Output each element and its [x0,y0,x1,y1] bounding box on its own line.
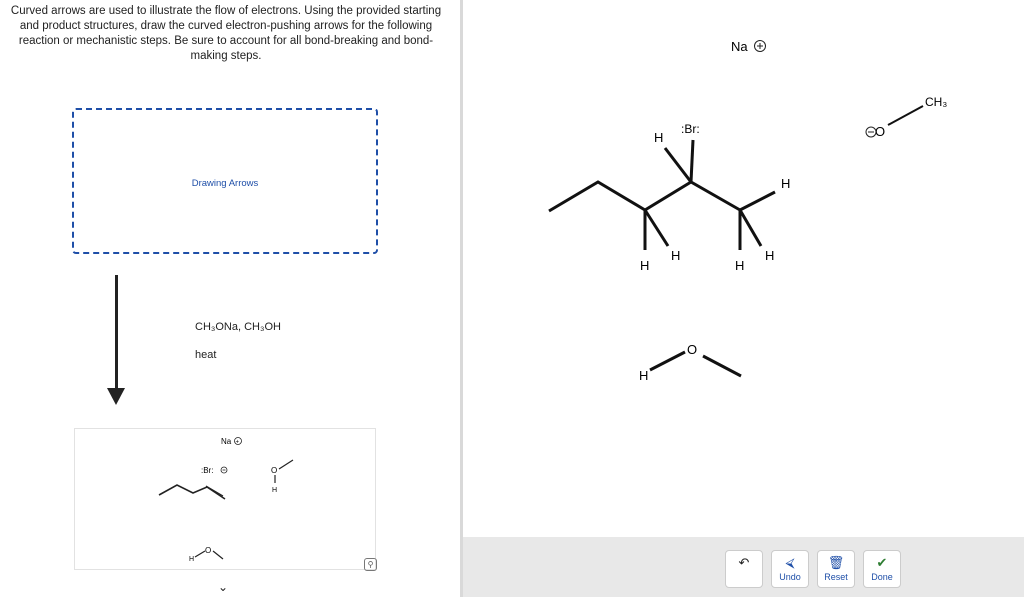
h-label-5: H [735,258,745,273]
preview-oh-h: H [272,487,278,494]
product-preview [74,428,376,570]
zoom-icon[interactable]: ⚲ [364,558,377,571]
preview-na-label: Na [221,437,232,446]
question-panel [0,0,460,597]
check-circle-icon: ✔ [876,555,888,570]
h-label-3: H [671,248,681,263]
reaction-arrow-head [107,388,125,405]
drawing-arrows-label: Drawing Arrows [191,178,259,189]
add-arrow-button[interactable] [725,550,763,588]
chevron-down-icon[interactable]: ⌄ [218,580,229,594]
ch3-label: CH₃ [925,95,948,109]
undo-button[interactable]: ⮘ Undo [771,550,809,588]
methanol-h-label: H [639,368,649,383]
preview-methanol-o: O [205,546,212,555]
curved-arrow-icon: ↶ [738,555,750,570]
reaction-arrow [115,275,118,390]
product-structure [75,429,377,571]
h-label-4: H [781,176,791,191]
conditions-text: heat [195,349,217,361]
preview-br-label: :Br: [201,466,214,475]
trash-icon: 🗑 [827,555,845,570]
drawing-canvas[interactable] [463,0,1024,537]
reagents-text: CH₃ONa, CH₃OH [195,321,281,333]
undo-icon: ⮘ [785,555,795,570]
toolbar [463,537,1024,597]
preview-oxygen-label: O [271,466,278,475]
carbon-skeleton [549,182,740,211]
preview-methanol-h: H [189,556,195,563]
h-label-2: H [640,258,650,273]
h-label-1: H [654,130,664,145]
h-label-6: H [765,248,775,263]
reset-button[interactable]: 🗑 Reset [817,550,855,588]
bromine-label: :Br: [681,122,700,136]
instructions-text: Curved arrows are used to illustrate the flow of electrons. Using the provided starting and product structures, draw the curved electron-pushing arrows for the following reaction or mechanistic steps. Be sure to account for all bond-breaking and bond-making steps. [10,5,442,62]
methanol-oxygen-label: O [687,342,698,357]
done-button[interactable]: ✔ Done [863,550,901,588]
svg-text:+: + [235,439,240,446]
methoxide-oxygen-label: O [875,124,886,139]
sodium-label: Na [731,39,748,54]
mechanism-structures [463,0,1024,537]
drawing-arrows-zone[interactable] [72,108,378,254]
